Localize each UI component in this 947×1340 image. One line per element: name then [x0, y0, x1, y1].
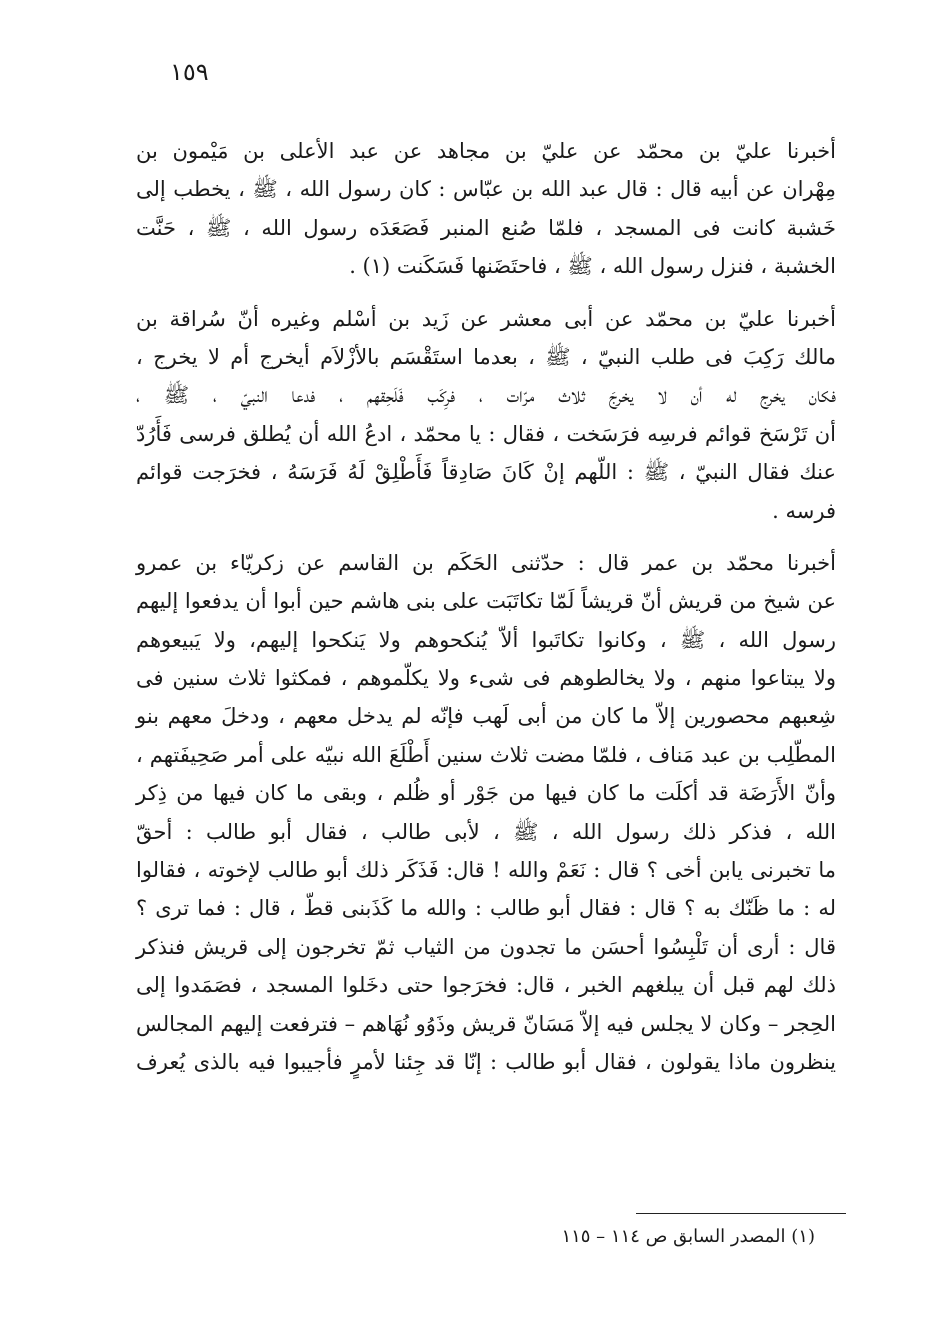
- text-line: شِعبهم محصورين إلاّ ما كان من أبى لَهب فإنّه لم يدخل معهم ، ودخلَ معهم بنو: [136, 704, 836, 729]
- text-line: الحِجر – وكان لا يجلس فيه إلاّ مَسَانّ قريش وذَوُو نُهَاهم – فترفعت إليهم المجالس: [136, 1011, 836, 1036]
- text-line: فرسه .: [772, 498, 836, 523]
- text-line: مِهْران عن أبيه قال : قال عبد الله بن عبّاس : كان رسول الله ، ﷺ ، يخطب إلى: [136, 177, 836, 202]
- text-line: أن تَرْسَخ قوائم فرسِه فرَسَخت ، فقال : يا محمّد ، ادعُ الله أن يُطلق فرسى فَأَرُدّ: [136, 421, 836, 446]
- paragraph-1: [136, 132, 836, 286]
- text-line: الله ، فذكر ذلك رسول الله ، ﷺ ، لأبى طالب ، فقال أبو طالب : أحقّ: [136, 819, 836, 844]
- page-number: ١٥٩: [170, 58, 209, 86]
- footnote: (١) المصدر السابق ص ١١٤ – ١١٥: [561, 1226, 815, 1247]
- text-line: ذلك لهم قبل أن يبلغهم الخبر ، قال: فخرَجوا حتى دخَلوا المسجد ، فصَمَدوا إلى: [136, 973, 836, 998]
- text-line: ينظرون ماذا يقولون ، فقال أبو طالب : إنّا قد جِئنا لأمرٍ فأجيبوا فيه بالذى يُعرف: [136, 1049, 836, 1074]
- body-text: [136, 132, 836, 1095]
- text-line: عنك فقال النبيّ ، ﷺ : اللّهم إنْ كَانَ صَادِقاً فَأَطْلِقْ لَهُ فَرَسَهُ ، فخرَجت قوائم: [136, 460, 836, 485]
- text-line: ما تخبرنى يابن أخى ؟ قال : نَعَمْ والله ! قال: فَذَكَر ذلك أبو طالب لإخوته ، فقالوا: [136, 858, 836, 883]
- text-line: المطّلِب بن عبد مَناف ، فلمّا مضت ثلاث سنين أَطْلَعَ الله نبيّه على أمر صَحِيفَتهم ،: [136, 742, 836, 767]
- text-line: له : ما ظَنّك به ؟ قال : فقال أبو طالب : والله ما كَذَبنى قطّ ، قال : فما ترى ؟: [136, 896, 836, 921]
- text-line: قال : أرى أن تَلْبِسُوا أحسَن ما تجدون من الثياب ثمّ تخرجون إلى قريش فنذكر: [136, 934, 836, 959]
- text-line: أخبرنا محمّد بن عمر قال : حدّثنى الحَكَم بن القاسم عن زكريّاء بن عمرو: [136, 550, 836, 575]
- text-line: فكان يخرج له أن لا يخرجَ ثلاث مرّات ، فرِكَب فَلَحِقهم ، فدعا النبيّ ، ﷺ ،: [136, 383, 836, 408]
- text-line: وأنّ الأَرَضَة قد أكلَت ما كان فيها من جَوْر أو ظُلم ، وبقى ما كان فيها من ذِكر: [136, 781, 836, 806]
- text-line: الخشبة ، فنزل رسول الله ، ﷺ ، فاحتَضَنها فَسَكَنت (١) .: [349, 254, 836, 279]
- text-line: رسول الله ، ﷺ ، وكانوا تكاتَبوا ألاّ يُنكحوهم ولا يَنكحوا إليهم، ولا يَبيعوهم: [136, 627, 836, 652]
- text-line: أخبرنا عليّ بن محمّد عن عليّ بن مجاهد عن عبد الأعلى بن مَيْمون بن: [136, 139, 836, 163]
- text-line: أخبرنا عليّ بن محمّد عن أبى معشر عن زَيد بن أسْلم وغيره أنّ سُراقة بن: [136, 306, 836, 331]
- paragraph-3: [136, 544, 836, 1081]
- text-line: عن شيخ من قريش أنّ قريشاً لَمّا تكاتَبَت على بنى هاشم حين أبوا أن يدفعوا إليهم: [136, 589, 836, 614]
- text-line: خَشبة كانت فى المسجد ، فلمّا صُنع المنبر فَصَعَدَه رسول الله ، ﷺ ، حَنَّت: [136, 215, 836, 240]
- text-line: مالك رَكِبَ فى طلب النبيّ ، ﷺ ، بعدما استَقْسَم بالأزْلاَم أيخرج أم لا يخرج ،: [136, 344, 836, 369]
- paragraph-2: [136, 300, 836, 530]
- footnote-divider: [636, 1213, 846, 1214]
- text-line: ولا يبتاعوا منهم ، ولا يخالطوهم فى شىء ولا يكلّموهم ، فمكثوا ثلاث سنين فى: [136, 666, 836, 691]
